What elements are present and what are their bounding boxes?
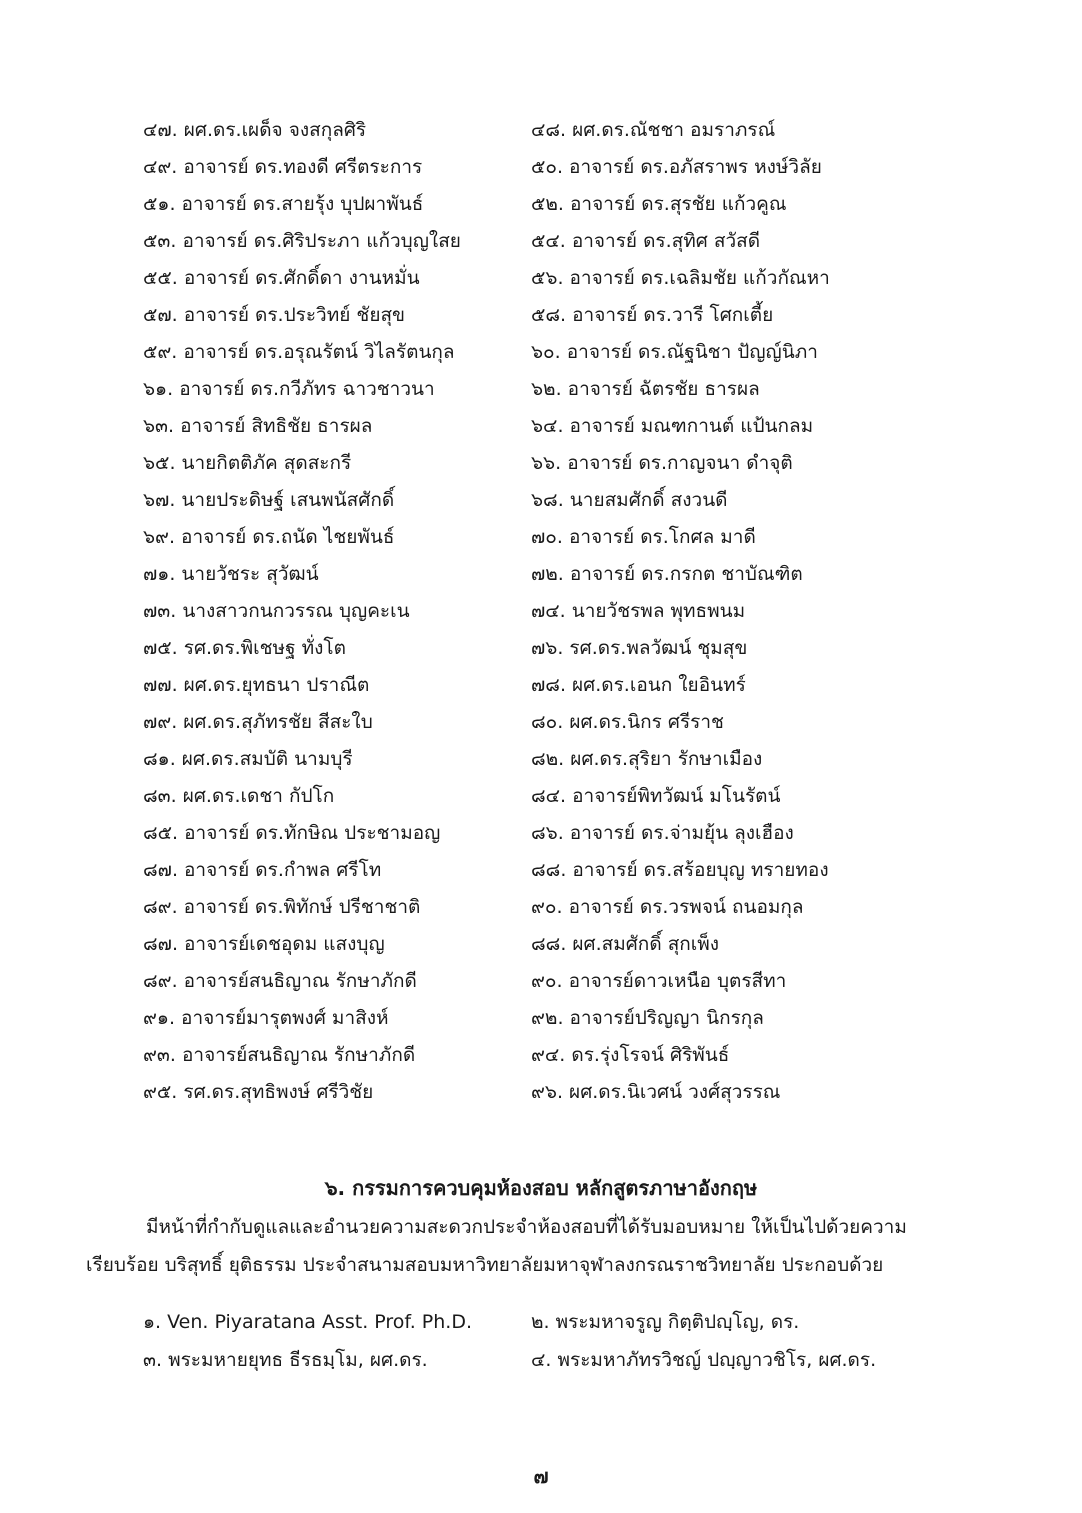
list-item: ๗๘. ผศ.ดร.เอนก ใยอินทร์ — [531, 674, 746, 696]
list-item: ๔๘. ผศ.ดร.ณัชชา อมราภรณ์ — [531, 119, 776, 141]
list-item: ๘๔. อาจารย์พิทวัฒน์ มโนรัตน์ — [531, 785, 781, 807]
list-item: ๘๓. ผศ.ดร.เดชา กัปโก — [143, 785, 335, 807]
list-item: ๔. พระมหาภัทรวิชญ์ ปญฺญาวชิโร, ผศ.ดร. — [531, 1349, 877, 1371]
list-item: ๔๙. อาจารย์ ดร.ทองดี ศรีตระการ — [143, 156, 423, 178]
paragraph-line-1: มีหน้าที่กำกับดูแลและอำนวยความสะดวกประจำห้องสอบที่ได้รับมอบหมาย ให้เป็นไปด้วยความ — [146, 1216, 907, 1238]
list-item: ๒. พระมหาจรูญ กิตฺติปญฺโญ, ดร. — [531, 1311, 800, 1333]
list-item: ๖๐. อาจารย์ ดร.ณัฐนิชา ปัญญ์นิภา — [531, 341, 818, 363]
list-item: ๘๕. อาจารย์ ดร.ทักษิณ ประชามอญ — [143, 822, 441, 844]
list-item: ๕๗. อาจารย์ ดร.ประวิทย์ ชัยสุข — [143, 304, 406, 326]
list-item: ๖๖. อาจารย์ ดร.กาญจนา ดำจุติ — [531, 452, 793, 474]
list-item: ๘๑. ผศ.ดร.สมบัติ นามบุรี — [143, 748, 353, 770]
list-item: ๘๗. อาจารย์เดชอุดม แสงบุญ — [143, 933, 385, 955]
list-item: ๗๖. รศ.ดร.พลวัฒน์ ชุมสุข — [531, 637, 748, 659]
list-item: ๘๙. อาจารย์ ดร.พิทักษ์ ปรีชาชาติ — [143, 896, 421, 918]
list-item: ๘๖. อาจารย์ ดร.จ่ามยุ้น ลุงเฮือง — [531, 822, 794, 844]
list-item: ๗๔. นายวัชรพล พุทธพนม — [531, 600, 746, 622]
list-item: ๑. Ven. Piyaratana Asst. Prof. Ph.D. — [143, 1311, 473, 1333]
list-item: ๗๐. อาจารย์ ดร.โกศล มาดี — [531, 526, 756, 548]
list-item: ๘๘. อาจารย์ ดร.สร้อยบุญ ทรายทอง — [531, 859, 829, 881]
list-item: ๙๕. รศ.ดร.สุทธิพงษ์ ศรีวิชัย — [143, 1081, 374, 1103]
paragraph-line-2: เรียบร้อย บริสุทธิ์ ยุติธรรม ประจำสนามสอบมหาวิทยาลัยมหาจุฬาลงกรณราชวิทยาลัย ประกอบด้วย — [86, 1254, 884, 1276]
list-item: ๕๑. อาจารย์ ดร.สายรุ้ง บุปผาพันธ์ — [143, 193, 424, 215]
list-item: ๘๘. ผศ.สมศักดิ์ สุกเพ็ง — [531, 933, 720, 955]
list-item: ๖๙. อาจารย์ ดร.ถนัด ไชยพันธ์ — [143, 526, 395, 548]
list-item: ๕๕. อาจารย์ ดร.ศักดิ์ดา งานหมั่น — [143, 267, 420, 289]
list-item: ๕๘. อาจารย์ ดร.วารี โศกเตี้ย — [531, 304, 774, 326]
list-item: ๙๖. ผศ.ดร.นิเวศน์ วงศ์สุวรรณ — [531, 1081, 781, 1103]
list-item: ๖๔. อาจารย์ มณฑกานต์ แป้นกลม — [531, 415, 814, 437]
list-item: ๗๗. ผศ.ดร.ยุทธนา ปราณีต — [143, 674, 370, 696]
list-item: ๗๓. นางสาวกนกวรรณ บุญคะเน — [143, 600, 410, 622]
list-item: ๖๗. นายประดิษฐ์ เสนพนัสศักดิ์ — [143, 489, 395, 511]
list-item: ๙๒. อาจารย์ปริญญา นิกรกุล — [531, 1007, 764, 1029]
list-item: ๙๓. อาจารย์สนธิญาณ รักษาภักดี — [143, 1044, 416, 1066]
page-number: ๗ — [533, 1464, 549, 1488]
list-item: ๗๙. ผศ.ดร.สุภัทรชัย สีสะใบ — [143, 711, 373, 733]
list-item: ๙๑. อาจารย์มารุตพงศ์ มาสิงห์ — [143, 1007, 389, 1029]
list-item: ๕๐. อาจารย์ ดร.อภัสราพร หงษ์วิลัย — [531, 156, 822, 178]
list-item: ๖๘. นายสมศักดิ์ สงวนดี — [531, 489, 728, 511]
member-list — [143, 112, 903, 1111]
list-item: ๖๕. นายกิตติภัค สุดสะกรี — [143, 452, 352, 474]
list-item: ๙๐. อาจารย์ ดร.วรพจน์ ถนอมกุล — [531, 896, 804, 918]
list-item: ๔๗. ผศ.ดร.เผด็จ จงสกุลศิริ — [143, 119, 367, 141]
list-item: ๕๖. อาจารย์ ดร.เฉลิมชัย แก้วกัณหา — [531, 267, 830, 289]
list-item: ๕๒. อาจารย์ ดร.สุรชัย แก้วคูณ — [531, 193, 787, 215]
list-item: ๖๓. อาจารย์ สิทธิชัย ธารผล — [143, 415, 373, 437]
list-item: ๕๙. อาจารย์ ดร.อรุณรัตน์ วิไลรัตนกุล — [143, 341, 455, 363]
list-item: ๖๑. อาจารย์ ดร.กวีภัทร ฉาวชาวนา — [143, 378, 435, 400]
committee-list — [143, 1303, 903, 1379]
list-item: ๘๒. ผศ.ดร.สุริยา รักษาเมือง — [531, 748, 763, 770]
list-item: ๗๒. อาจารย์ ดร.กรกต ชาบัณฑิต — [531, 563, 803, 585]
section-paragraph — [86, 1208, 986, 1284]
list-item: ๕๔. อาจารย์ ดร.สุทิศ สวัสดี — [531, 230, 761, 252]
list-item: ๖๒. อาจารย์ ฉัตรชัย ธารผล — [531, 378, 760, 400]
list-item: ๗๕. รศ.ดร.พิเชษฐ ทั่งโต — [143, 637, 346, 659]
list-item: ๘๐. ผศ.ดร.นิกร ศรีราช — [531, 711, 724, 733]
list-item: ๙๐. อาจารย์ดาวเหนือ บุตรสีทา — [531, 970, 787, 992]
list-item: ๓. พระมหายยุทธ ธีรธมฺโม, ผศ.ดร. — [143, 1349, 428, 1371]
list-item: ๗๑. นายวัชระ สุวัฒน์ — [143, 563, 319, 585]
list-item: ๘๙. อาจารย์สนธิญาณ รักษาภักดี — [143, 970, 417, 992]
section-heading: ๖. กรรมการควบคุมห้องสอบ หลักสูตรภาษาอังกฤษ — [324, 1176, 758, 1200]
list-item: ๕๓. อาจารย์ ดร.ศิริประภา แก้วบุญใสย — [143, 230, 461, 252]
list-item: ๙๔. ดร.รุ่งโรจน์ ศิริพันธ์ — [531, 1044, 730, 1066]
list-item: ๘๗. อาจารย์ ดร.กำพล ศรีโท — [143, 859, 382, 881]
